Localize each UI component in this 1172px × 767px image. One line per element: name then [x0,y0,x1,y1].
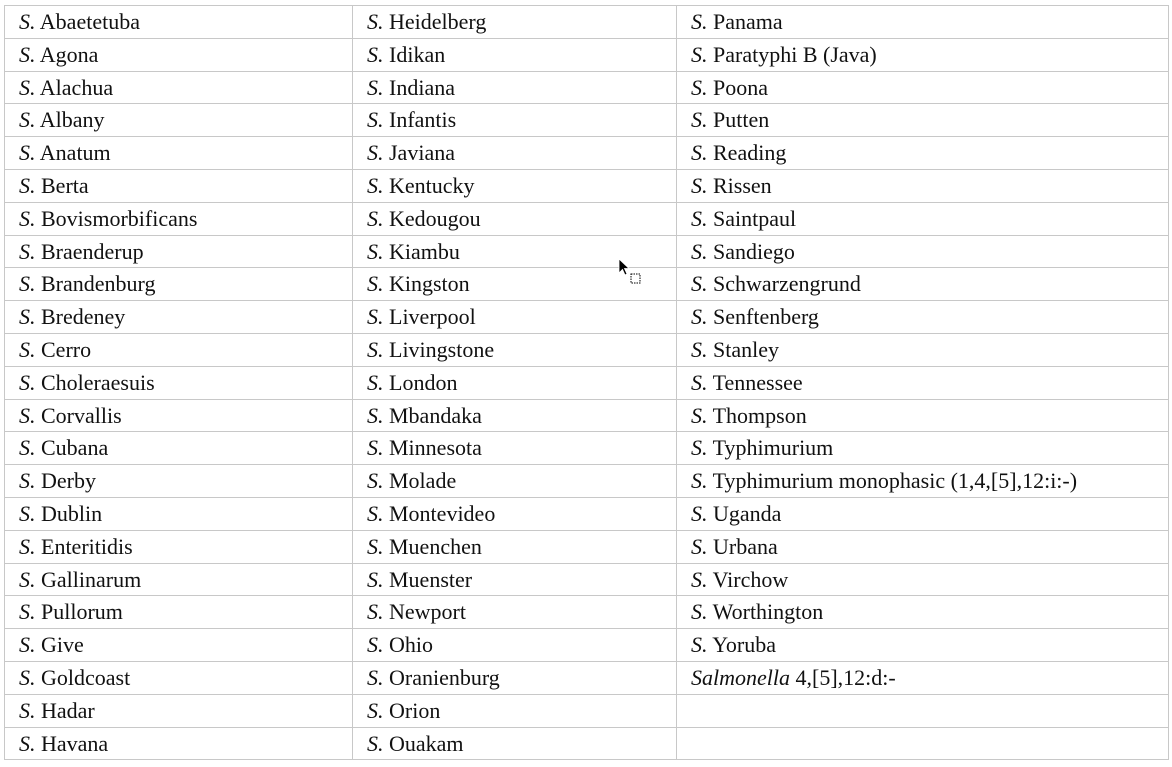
serovar-name: Worthington [712,599,824,625]
table-row [5,366,1169,399]
serovar-name: Albany [39,107,105,133]
table-cell [677,366,1169,399]
serovar-name: Stanley [713,336,779,362]
table-row [5,268,1169,301]
serovar-table [4,5,1169,760]
table-cell [677,71,1169,104]
serovar-name: Anatum [39,140,111,166]
table-cell [5,38,353,71]
table-cell [5,497,353,530]
serovar-name: Bovismorbificans [41,205,198,231]
table-row [5,694,1169,727]
serovar-name: Brandenburg [41,271,156,297]
serovar-name: Montevideo [389,500,496,526]
serovar-name: Thompson [712,402,807,428]
serovar-name: Agona [39,41,99,67]
table-cell [5,596,353,629]
table-row [5,661,1169,694]
table-cell [353,169,677,202]
table-cell [353,399,677,432]
genus-abbreviation: S. [691,107,708,133]
table-cell [5,202,353,235]
genus-abbreviation: S. [691,238,708,264]
genus-abbreviation: S. [19,271,36,297]
table-cell [677,661,1169,694]
serovar-name: Indiana [389,74,455,100]
genus-abbreviation: S. [19,730,36,756]
serovar-name: London [389,369,458,395]
table-cell [677,432,1169,465]
genus-abbreviation: S. [19,697,36,723]
serovar-name: Goldcoast [41,664,131,690]
serovar-name: Braenderup [41,238,144,264]
table-cell [677,104,1169,137]
table-row [5,6,1169,39]
genus-abbreviation: S. [367,9,384,34]
genus-abbreviation: S. [691,533,708,559]
serovar-name: Cerro [41,336,92,362]
genus-name: Salmonella [691,664,790,690]
serovar-name: Typhimurium [712,435,834,461]
serovar-name: Corvallis [41,402,122,428]
table-cell [353,301,677,334]
serovar-name: Saintpaul [713,205,797,231]
serovar-name: Hadar [41,697,95,723]
genus-abbreviation: S. [691,599,708,625]
genus-abbreviation: S. [691,468,708,494]
table-cell [677,235,1169,268]
serovar-name: Heidelberg [389,9,487,34]
serovar-name: Infantis [389,107,457,133]
table-row [5,301,1169,334]
genus-abbreviation: S. [367,435,384,461]
table-cell [5,694,353,727]
serovar-name: Berta [41,172,89,198]
table-row [5,563,1169,596]
genus-abbreviation: S. [367,107,384,133]
serovar-name: Tennessee [712,369,803,395]
table-cell [353,465,677,498]
table-cell [677,301,1169,334]
genus-abbreviation: S. [19,74,36,100]
table-row [5,629,1169,662]
genus-abbreviation: S. [19,632,36,658]
serovar-name: Sandiego [713,238,795,264]
genus-abbreviation: S. [691,205,708,231]
table-cell [677,596,1169,629]
serovar-table-body [5,6,1169,760]
serovar-name: Ohio [389,632,433,658]
genus-abbreviation: S. [691,369,708,395]
table-cell [5,465,353,498]
serovar-name: Kingston [389,271,470,297]
genus-abbreviation: S. [691,9,708,34]
move-cursor-icon [617,258,643,286]
genus-abbreviation: S. [19,205,36,231]
genus-abbreviation: S. [367,238,384,264]
serovar-name: Yoruba [712,632,776,658]
serovar-name: Schwarzengrund [713,271,861,297]
serovar-name: Bredeney [41,304,126,330]
table-row [5,333,1169,366]
table-cell [677,629,1169,662]
serovar-name: Newport [389,599,466,625]
table-row [5,38,1169,71]
table-cell [353,137,677,170]
genus-abbreviation: S. [691,500,708,526]
table-cell [677,268,1169,301]
table-cell [353,6,677,39]
serovar-name: Kentucky [389,172,475,198]
genus-abbreviation: S. [367,468,384,494]
genus-abbreviation: S. [19,369,36,395]
serovar-name: Abaetetuba [39,9,140,34]
table-cell [5,563,353,596]
genus-abbreviation: S. [691,632,708,658]
table-row [5,104,1169,137]
table-row [5,202,1169,235]
table-cell [353,629,677,662]
table-cell [5,661,353,694]
table-cell [353,333,677,366]
table-cell [353,530,677,563]
serovar-name: Dublin [41,500,103,526]
table-cell [353,694,677,727]
genus-abbreviation: S. [19,41,36,67]
serovar-name: Derby [41,468,96,494]
genus-abbreviation: S. [367,140,384,166]
genus-abbreviation: S. [19,533,36,559]
genus-abbreviation: S. [19,566,36,592]
genus-abbreviation: S. [691,336,708,362]
table-cell [677,530,1169,563]
table-row [5,530,1169,563]
table-row [5,727,1169,760]
table-cell [353,727,677,760]
table-cell [353,38,677,71]
table-cell [353,432,677,465]
table-cell [353,563,677,596]
genus-abbreviation: S. [19,435,36,461]
table-row [5,465,1169,498]
genus-abbreviation: S. [19,402,36,428]
table-row [5,169,1169,202]
serovar-name: Pullorum [41,599,123,625]
table-cell [677,694,1169,727]
table-cell [677,137,1169,170]
genus-abbreviation: S. [367,500,384,526]
serovar-name: Molade [389,468,457,494]
serovar-name: Oranienburg [389,664,500,690]
table-cell [677,465,1169,498]
table-cell [677,38,1169,71]
genus-abbreviation: S. [19,107,36,133]
genus-abbreviation: S. [367,730,384,756]
table-cell [5,169,353,202]
genus-abbreviation: S. [19,140,36,166]
table-row [5,399,1169,432]
table-cell [677,333,1169,366]
serovar-name: Ouakam [389,730,464,756]
serovar-name: Muenchen [389,533,482,559]
genus-abbreviation: S. [367,533,384,559]
genus-abbreviation: S. [19,304,36,330]
genus-abbreviation: S. [691,172,708,198]
genus-abbreviation: S. [691,435,708,461]
genus-abbreviation: S. [691,566,708,592]
genus-abbreviation: S. [19,468,36,494]
genus-abbreviation: S. [367,664,384,690]
table-cell [677,497,1169,530]
serovar-name: Urbana [713,533,778,559]
genus-abbreviation: S. [691,41,708,67]
serovar-name: Choleraesuis [41,369,155,395]
table-cell [5,629,353,662]
table-cell [677,169,1169,202]
table-cell [5,366,353,399]
genus-abbreviation: S. [367,599,384,625]
serovar-name: Livingstone [389,336,495,362]
table-row [5,71,1169,104]
serovar-name: Liverpool [389,304,476,330]
serovar-name: Putten [713,107,770,133]
genus-abbreviation: S. [367,172,384,198]
table-row [5,596,1169,629]
genus-abbreviation: S. [19,9,36,34]
genus-abbreviation: S. [691,271,708,297]
table-cell [5,432,353,465]
genus-abbreviation: S. [367,402,384,428]
table-cell [353,71,677,104]
table-cell [353,202,677,235]
serovar-name: Kedougou [389,205,481,231]
table-cell [353,497,677,530]
table-cell [353,596,677,629]
serovar-name: Alachua [39,74,114,100]
genus-abbreviation: S. [691,304,708,330]
table-cell [5,727,353,760]
serovar-name: Rissen [713,172,772,198]
genus-abbreviation: S. [367,41,384,67]
table-row [5,497,1169,530]
serovar-name: 4,[5],12:d:- [795,664,896,690]
genus-abbreviation: S. [19,599,36,625]
serovar-name: Muenster [389,566,473,592]
table-row [5,432,1169,465]
genus-abbreviation: S. [19,172,36,198]
serovar-name: Typhimurium monophasic (1,4,[5],12:i:-) [712,468,1078,494]
genus-abbreviation: S. [367,304,384,330]
genus-abbreviation: S. [367,271,384,297]
serovar-name: Virchow [712,566,789,592]
genus-abbreviation: S. [367,697,384,723]
genus-abbreviation: S. [691,74,708,100]
genus-abbreviation: S. [691,140,708,166]
serovar-name: Kiambu [389,238,460,264]
serovar-name: Minnesota [389,435,482,461]
table-cell [5,104,353,137]
serovar-name: Senftenberg [713,304,819,330]
table-cell [677,6,1169,39]
serovar-name: Paratyphi B (Java) [713,41,877,67]
table-cell [353,661,677,694]
serovar-name: Enteritidis [41,533,133,559]
table-cell [5,137,353,170]
table-cell [5,399,353,432]
serovar-name: Cubana [41,435,109,461]
genus-abbreviation: S. [19,500,36,526]
genus-abbreviation: S. [19,664,36,690]
genus-abbreviation: S. [367,369,384,395]
serovar-name: Idikan [389,41,446,67]
serovar-name: Reading [713,140,787,166]
serovar-name: Havana [41,730,109,756]
genus-abbreviation: S. [367,632,384,658]
table-row [5,235,1169,268]
table-cell [677,563,1169,596]
table-cell [677,202,1169,235]
table-cell [353,104,677,137]
serovar-name: Give [41,632,84,658]
table-row [5,137,1169,170]
serovar-name: Javiana [389,140,455,166]
table-cell [677,727,1169,760]
genus-abbreviation: S. [19,336,36,362]
table-cell [5,6,353,39]
table-cell [5,268,353,301]
serovar-name: Orion [389,697,441,723]
table-cell [677,399,1169,432]
genus-abbreviation: S. [367,74,384,100]
table-cell [5,333,353,366]
genus-abbreviation: S. [691,402,708,428]
table-cell [5,71,353,104]
table-cell [5,301,353,334]
table-cell [5,530,353,563]
serovar-name: Gallinarum [41,566,142,592]
genus-abbreviation: S. [367,566,384,592]
table-cell [5,235,353,268]
genus-abbreviation: S. [19,238,36,264]
serovar-name: Poona [713,74,768,100]
serovar-name: Panama [713,9,783,34]
genus-abbreviation: S. [367,336,384,362]
serovar-name: Uganda [713,500,782,526]
genus-abbreviation: S. [367,205,384,231]
serovar-name: Mbandaka [389,402,482,428]
table-cell [353,366,677,399]
